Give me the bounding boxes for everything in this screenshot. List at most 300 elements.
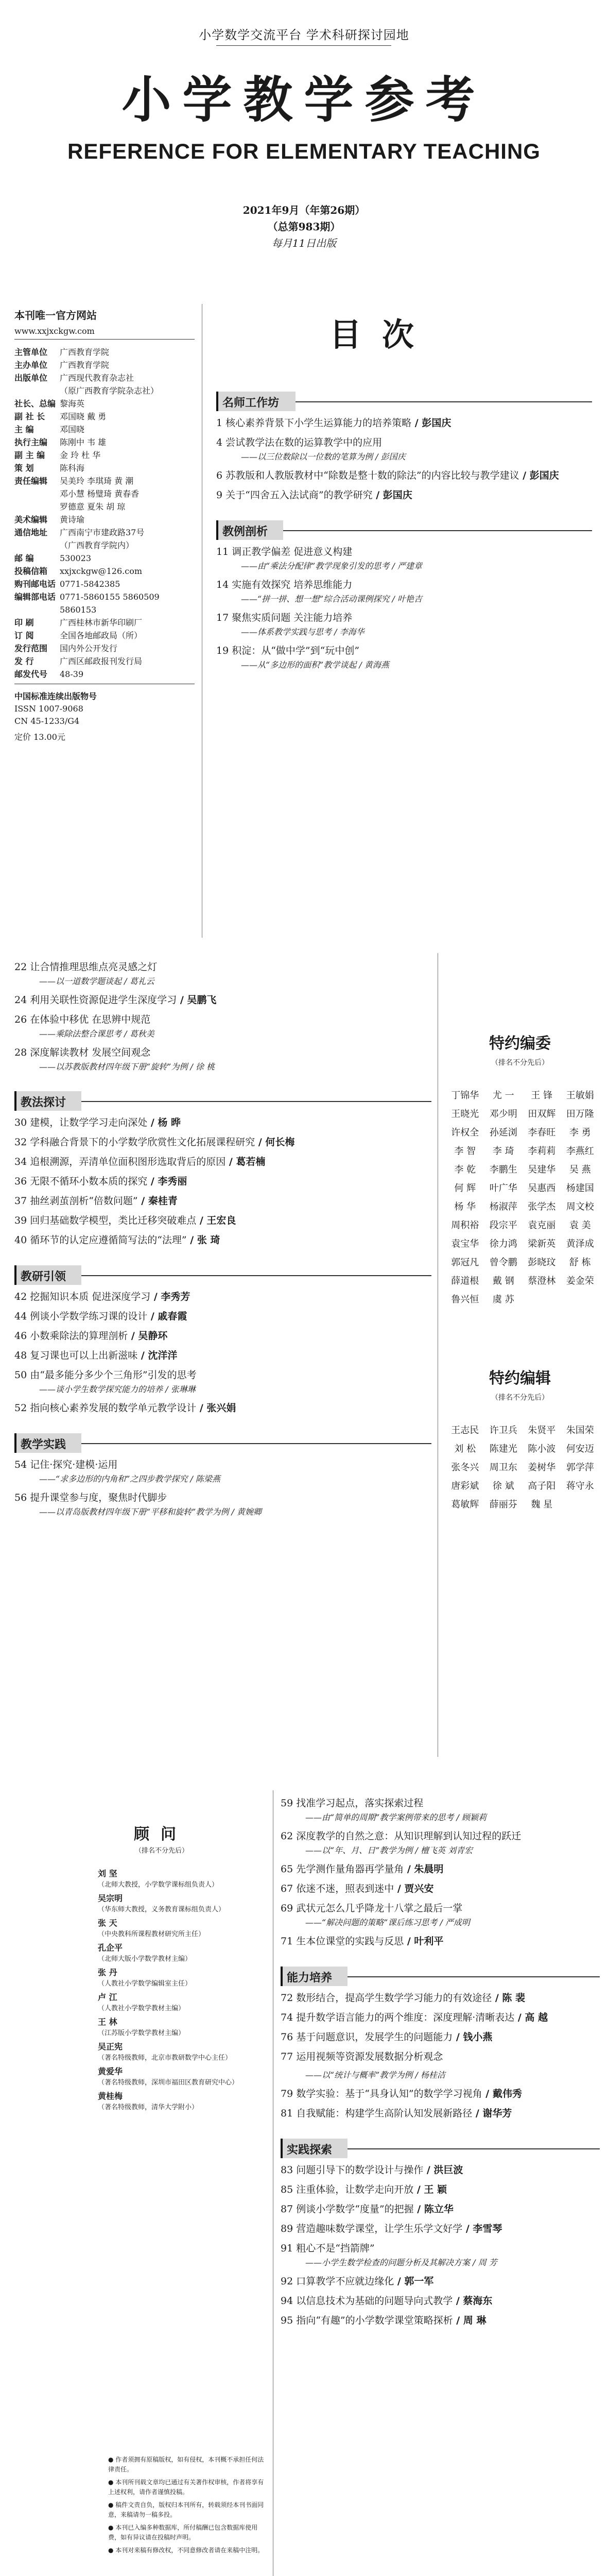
editor-name: 姜树华 (528, 1462, 556, 1473)
toc-entry-author: / 贾兴安 (394, 1883, 434, 1894)
editor-name: 葛敏辉 (451, 1499, 479, 1510)
toc-entry-author: / 陈立华 (413, 2204, 454, 2215)
toc-entry[interactable] (281, 1901, 600, 1929)
toc-entry-subtitle: ——以青岛版教材四年级下册“平移和旋转”教学为例 / 黄婉卿 (39, 1507, 262, 1517)
notice-item: ● 本刊对来稿有修改权，不同意修改者请在来稿中注明。 (108, 2546, 268, 2555)
editor-name: 段宗平 (489, 1220, 517, 1231)
toc-entry-author: / 张兴娟 (196, 1402, 236, 1414)
toc-entry-author: / 沈洋洋 (137, 1350, 178, 1361)
masthead-label: 购刊邮电话 (14, 579, 56, 589)
toc-page-number: 56 (14, 1492, 30, 1503)
editor-name: 田万隆 (566, 1109, 594, 1120)
masthead-label: 投稿信箱 (14, 566, 48, 576)
toc-entry[interactable] (281, 1828, 600, 1857)
toc-entry-subtitle: ——由“简单的周期”教学案例带来的思考 / 顾颖莉 (305, 1812, 487, 1822)
toc-page-number: 34 (14, 1156, 30, 1167)
editor-name: 蔡澄林 (528, 1276, 556, 1286)
toc-page-number: 42 (14, 1291, 30, 1302)
special-editors-grid (448, 1423, 597, 1511)
editors-title: 特约编委 (489, 1035, 551, 1052)
editor-name: 王晓光 (451, 1109, 479, 1120)
masthead-row (14, 423, 195, 436)
masthead-row (14, 526, 195, 539)
toc-entry-title: 数学实验：基于“具身认知”的数学学习视角 (296, 2088, 482, 2099)
editor-name: 王志民 (451, 1425, 479, 1436)
section-spacer (281, 2125, 600, 2139)
adviser-desc: （人教社小学数学教材主编） (98, 2005, 185, 2012)
masthead-row (14, 359, 195, 371)
masthead-row (14, 410, 195, 423)
toc-entry[interactable] (14, 1348, 431, 1363)
adviser-desc: （著名特级教师，深圳市福田区教育研究中心） (98, 2079, 239, 2087)
toc-page-number: 19 (216, 645, 232, 656)
toc-entry[interactable] (14, 1232, 431, 1248)
toc-page-number: 4 (216, 437, 226, 448)
masthead-value: 广西教育学院 (60, 347, 110, 357)
toc-entry-author: / 高 越 (514, 2012, 548, 2023)
toc-entry[interactable] (14, 1134, 431, 1150)
toc-entry[interactable] (14, 1115, 431, 1130)
editor-name: 杨 华 (454, 1201, 476, 1212)
editor-name: 周文校 (566, 1201, 594, 1212)
toc-entry[interactable] (216, 577, 592, 606)
adviser-name: 孔企平 (98, 1943, 123, 1953)
toc-entry[interactable] (281, 2029, 600, 2045)
editor-name: 黄泽成 (566, 1239, 594, 1249)
toc-entry-title: 调正教学偏差 促进意义构建 (232, 546, 353, 557)
toc-entry-title: 利用关联性资源促进学生深度学习 (30, 994, 177, 1006)
toc-entry-title: 实施有效探究 培养思维能力 (232, 579, 353, 590)
toc-page-number: 48 (14, 1350, 30, 1361)
editor-name: 魏 星 (531, 1499, 553, 1510)
toc-entry[interactable] (216, 544, 592, 573)
editor-name: 徐力鸿 (489, 1239, 517, 1249)
toc-page-number: 36 (14, 1176, 30, 1187)
toc-entry-author: / 杨 晔 (147, 1117, 181, 1128)
toc-entry-title: 关于“四舍五入法试商”的教学研究 (225, 489, 373, 501)
editors-note: （排名不分先后） (491, 1059, 549, 1067)
editor-name: 杨淑萍 (489, 1201, 517, 1212)
section-spacer (281, 1953, 600, 1967)
toc-entry-title: 深度教学的自然之意：从知识理解到认知过程的跃迁 (296, 1831, 522, 1842)
toc-entry-author: / 何长梅 (255, 1137, 295, 1148)
toc-page-number: 87 (281, 2204, 297, 2215)
adviser-desc: （江苏版小学数学教材主编） (98, 2029, 185, 2037)
toc-entry[interactable] (216, 468, 592, 483)
toc-entry[interactable] (216, 643, 592, 672)
toc-entry-subtitle: ——以苏教版教材四年级下册“旋转”为例 / 徐 桃 (39, 1062, 215, 1072)
editor-name: 田双辉 (528, 1109, 556, 1120)
toc-entry[interactable] (216, 435, 592, 464)
toc-page-number: 30 (14, 1117, 30, 1128)
notice-item: ● 稿件文责自负，版权归本刊所有，转载须经本刊书面同意，来稿请勿一稿多投。 (108, 2500, 268, 2520)
editor-name: 陈建光 (489, 1444, 517, 1454)
toc-entry-title: 粗心不是“挡箭牌” (296, 2243, 375, 2254)
editor-name: 蒋守永 (566, 1481, 594, 1492)
toc-page-number: 89 (281, 2223, 297, 2234)
toc-entry[interactable] (281, 2086, 600, 2102)
toc-page-number: 46 (14, 1330, 30, 1342)
toc-entry[interactable] (281, 2049, 600, 2064)
masthead-row (14, 578, 195, 590)
masthead-label: 邮发代号 (14, 669, 48, 679)
masthead-row (14, 500, 195, 513)
adviser-desc: （北师大教授，小学数学课标组负责人） (98, 1881, 219, 1889)
toc-entry[interactable] (281, 2241, 600, 2269)
toc-page-number: 44 (14, 1311, 30, 1322)
toc-page-number: 77 (281, 2051, 297, 2062)
toc-entry-author: / 朱晨明 (404, 1863, 444, 1875)
toc-entry-title: 找准学习起点，落实探索过程 (296, 1798, 424, 1809)
toc-entry[interactable] (281, 2106, 600, 2121)
section-title: 教法探讨 (21, 1096, 66, 1109)
editor-name: 许卫兵 (489, 1425, 517, 1436)
toc-entry-subtitle: ——乘除法整合课思考 / 葛秋美 (39, 1029, 154, 1039)
editor-name: 梁新英 (528, 1239, 556, 1249)
toc-entry-title: 数形结合，提高学生数学学习能力的有效途径 (296, 1992, 492, 2004)
editor-name: 朱国荣 (566, 1425, 594, 1436)
toc-page-number: 69 (281, 1903, 297, 1914)
toc-entry-author: / 彭国庆 (411, 417, 451, 429)
price: 定价 13.00元 (14, 732, 65, 742)
masthead-value: 国内外公开发行 (60, 643, 118, 653)
toc-entry-title: 指向核心素养发展的数学单元教学设计 (30, 1402, 197, 1414)
toc-entry-author: / 洪巨波 (423, 2164, 463, 2176)
toc-entry[interactable] (14, 959, 431, 988)
notice-list (108, 2455, 268, 2558)
toc-entry-author: / 李秀丽 (147, 1176, 187, 1187)
editors-header (443, 1030, 597, 1067)
masthead-value: 广西教育学院 (60, 360, 110, 370)
toc-page-number: 17 (216, 612, 232, 623)
editor-name: 高子阳 (528, 1481, 556, 1492)
adviser-name: 吴正宪 (98, 2042, 123, 2052)
editor-name: 薛道根 (451, 1276, 479, 1286)
toc-entry-author: / 葛若楠 (225, 1156, 266, 1167)
toc-entry-author: / 张 琦 (186, 1234, 220, 1246)
section-title: 能力培养 (287, 1971, 333, 1984)
masthead-label: 责任编辑 (14, 476, 48, 486)
adviser-desc: （中央教科所课程教材研究所主任） (98, 1930, 205, 1938)
editor-name: 何 辉 (454, 1183, 476, 1194)
toc-entry-author: / 李秀芳 (150, 1291, 190, 1302)
toc-entry-subtitle: ——以一道数学题谈起 / 葛礼云 (39, 976, 154, 986)
masthead-rule (14, 339, 195, 340)
toc-entry-subtitle: ——“求多边形的内角和”之四步教学探究 / 陈梁燕 (39, 1474, 220, 1484)
masthead-row (14, 384, 195, 397)
special-editors-header (443, 1365, 597, 1402)
masthead-label (14, 603, 60, 616)
publication-schedule: 每月11日出版 (271, 237, 337, 249)
toc-entry[interactable] (14, 1490, 431, 1519)
serial-title: 中国标准连续出版物号 (14, 691, 97, 701)
editor-name: 刘 松 (454, 1444, 476, 1454)
masthead-value: 陈刚中 韦 雄 (60, 437, 107, 447)
editor-name: 姜金荣 (566, 1276, 594, 1286)
page-contents-3 (0, 1790, 608, 2576)
toc-entry-subtitle: ——“解决问题的策略”课后练习思考 / 严成明 (305, 1918, 470, 1927)
editor-name: 曾令鹏 (489, 1257, 517, 1268)
toc-page-number: 67 (281, 1883, 297, 1894)
section-spacer (216, 676, 592, 689)
masthead-label: 邮 编 (14, 553, 34, 563)
special-editors-title: 特约编辑 (489, 1370, 551, 1387)
toc-entry[interactable] (14, 1289, 431, 1304)
toc-page-number: 50 (14, 1369, 30, 1381)
toc-page-number: 24 (14, 994, 30, 1006)
toc-entry[interactable] (281, 2182, 600, 2197)
website-title: 本刊唯一官方网站 (14, 309, 97, 321)
toc-entry-title: 问题引导下的数学设计与操作 (296, 2164, 424, 2176)
toc-entry[interactable] (14, 1154, 431, 1170)
adviser-desc: （著名特级教师，清华大学附小） (98, 2104, 199, 2111)
toc-entry-author: / 彭国庆 (519, 470, 559, 481)
toc-entry[interactable] (14, 1045, 431, 1074)
section-spacer (14, 1078, 431, 1091)
toc-page-number: 71 (281, 1936, 297, 1947)
masthead-value: （广西教育学院内） (60, 540, 134, 550)
section-rule (296, 401, 592, 402)
masthead-row (14, 668, 195, 681)
masthead-rows (14, 346, 195, 681)
masthead-value: 0771-5842385 (60, 579, 120, 589)
toc-page3 (281, 1795, 600, 2346)
section-spacer (216, 507, 592, 520)
adviser-name: 刘 坚 (98, 1869, 117, 1878)
toc-entry[interactable] (14, 1457, 431, 1486)
masthead-value: 全国各地邮政局（所） (60, 631, 143, 640)
masthead-label: 执行主编 (14, 437, 48, 447)
toc-page-number: 28 (14, 1047, 30, 1058)
cn-number: CN 45-1233/G4 (14, 716, 80, 726)
editor-name: 张学杰 (528, 1201, 556, 1212)
section-title: 教学实践 (21, 1438, 66, 1451)
toc-page-number: 85 (281, 2184, 297, 2195)
toc-entry-title: 注重体验，让数学走向开放 (296, 2184, 414, 2195)
section-rule (348, 2148, 600, 2149)
section-header (14, 1265, 431, 1285)
masthead-label: 订 阅 (14, 631, 34, 640)
masthead-label: 副 社 长 (14, 412, 45, 421)
toc-entry-title: 记住·探究·建模·运用 (30, 1459, 118, 1470)
masthead-value: xxjxckgw@126.com (60, 566, 143, 576)
editor-name: 虞 苏 (492, 1294, 514, 1305)
toc-page-number: 32 (14, 1137, 30, 1148)
toc-entry[interactable] (281, 1934, 600, 1949)
toc-entry[interactable] (281, 2010, 600, 2025)
toc-entry-author: / 叶利平 (404, 1936, 444, 1947)
toc-entry-title: 追根溯源，弄清单位面积图形选取背后的原因 (30, 1156, 226, 1167)
masthead-row (14, 642, 195, 655)
toc-entry-author: / 钱小燕 (453, 2031, 493, 2043)
editor-name: 周积裕 (451, 1220, 479, 1231)
editor-name: 薛丽芬 (489, 1499, 517, 1510)
masthead-value: 广西南宁市建政路37号 (60, 528, 145, 537)
adviser-name: 张 天 (98, 1918, 117, 1928)
masthead-value: 陈科海 (60, 463, 85, 473)
toc-entry-title: 积淀：从“做中学”到“玩中创” (232, 645, 360, 656)
toc-entry-author: / 谢华芳 (472, 2108, 512, 2119)
toc-entry-title: 基于问题意识，发展学生的问题能力 (296, 2031, 453, 2043)
toc-entry[interactable] (216, 487, 592, 503)
editor-name: 舒 栋 (569, 1257, 591, 1268)
tagline-rule (216, 45, 391, 46)
editor-name: 周卫东 (489, 1462, 517, 1473)
toc-entry[interactable] (14, 1400, 431, 1416)
notice-item: ● 作者须拥有原稿版权，如有侵权，本刊概不承担任何法律责任。 (108, 2455, 268, 2475)
page-cover-contents (0, 0, 608, 953)
section-header (281, 2139, 600, 2158)
toc-entry[interactable] (281, 2162, 600, 2178)
toc-entry-title: 深度解读教材 发展空间观念 (30, 1047, 151, 1058)
editor-name: 尤 一 (492, 1090, 514, 1101)
toc-entry-author: / 戴伟秀 (482, 2088, 522, 2099)
toc-page-number: 79 (281, 2088, 297, 2099)
toc-entry-author: / 陈 裴 (492, 1992, 526, 2004)
toc-entry[interactable] (14, 1309, 431, 1324)
section-spacer (281, 2332, 600, 2346)
adviser-name: 黄爱华 (98, 2066, 123, 2076)
masthead-value: 金 玲 杜 华 (60, 450, 101, 460)
editor-name: 戴 钢 (492, 1276, 514, 1286)
adviser-name: 吴宗明 (98, 1893, 123, 1903)
special-editors-note: （排名不分先后） (491, 1394, 549, 1402)
section-header (14, 1433, 431, 1453)
editor-name: 叶广华 (489, 1183, 517, 1194)
toc-entry-title: 小数乘除法的算理剖析 (30, 1330, 128, 1342)
editor-name: 李燕红 (566, 1146, 594, 1157)
toc-entry-title: 例谈小学数学练习课的设计 (30, 1311, 148, 1322)
toc-entry[interactable] (281, 1990, 600, 2006)
toc-entry-title: 指向“有趣”的小学数学课堂策略探析 (296, 2315, 453, 2326)
masthead-value: （原广西教育学院杂志社） (60, 386, 159, 396)
toc-entry-title: 建模，让数学学习走向深处 (30, 1117, 148, 1128)
toc-entry[interactable] (281, 2201, 600, 2217)
toc-entry[interactable] (281, 2069, 600, 2082)
toc-page-number: 1 (216, 417, 226, 429)
toc-entry-author: / 吴静环 (128, 1330, 168, 1342)
toc-page-number: 74 (281, 2012, 297, 2023)
editor-name: 王敏娟 (566, 1090, 594, 1101)
toc-entry[interactable] (14, 1193, 431, 1209)
editor-name: 张冬兴 (451, 1462, 479, 1473)
masthead-value: 48-39 (60, 669, 84, 679)
masthead-row (14, 629, 195, 642)
advisers-title: 顾问 (134, 1825, 187, 1843)
masthead-row (14, 436, 195, 449)
masthead-label: 编辑部电话 (14, 592, 56, 602)
toc-entry[interactable] (14, 1213, 431, 1228)
toc-entry-subtitle: ——从“多边形的面积”教学谈起 / 黄海燕 (241, 660, 389, 670)
section-header (216, 392, 592, 411)
toc-entry-title: 学科融合背景下的小学数学欣赏性文化拓展课程研究 (30, 1137, 255, 1148)
toc-page-number: 54 (14, 1459, 30, 1470)
toc-entry-title: 运用视频等资源发展数据分析观念 (296, 2051, 443, 2062)
section-header (216, 520, 592, 540)
contents-title: 目次 (329, 316, 435, 353)
masthead-label: 社长、总编 (14, 399, 56, 409)
toc-entry-title: 无限不循环小数本质的探究 (30, 1176, 148, 1187)
toc-entry[interactable] (14, 1012, 431, 1041)
toc-entry[interactable] (281, 1795, 600, 1824)
editor-name: 李春旺 (528, 1127, 556, 1138)
advisers-note: （排名不分先后） (135, 1847, 189, 1855)
toc-entry-author: / 吴鹏飞 (177, 994, 217, 1006)
toc-page-number: 39 (14, 1215, 30, 1226)
toc-page-number: 26 (14, 1014, 30, 1025)
issn: ISSN 1007-9068 (14, 704, 83, 714)
editor-name: 李 智 (454, 1146, 476, 1157)
editor-name: 彭晓玟 (528, 1257, 556, 1268)
toc-entry[interactable] (14, 992, 431, 1008)
toc-entry[interactable] (281, 1861, 600, 1877)
masthead-row (14, 462, 195, 474)
toc-page-number: 52 (14, 1402, 30, 1414)
website-url[interactable]: www.xxjxckgw.com (14, 326, 95, 336)
masthead-label: 主管单位 (14, 347, 48, 357)
masthead-label (14, 539, 60, 552)
editor-name: 杨建国 (566, 1183, 594, 1194)
toc-page-number: 65 (281, 1863, 297, 1875)
toc-entry-subtitle: ——谈小学生数学探究能力的培养 / 张琳琳 (39, 1384, 196, 1394)
editor-name: 李 琦 (492, 1146, 514, 1157)
section-spacer (14, 1523, 431, 1536)
masthead (14, 307, 195, 743)
editor-name: 袁 美 (569, 1220, 591, 1231)
toc-entry[interactable] (281, 2293, 600, 2309)
toc-entry[interactable] (216, 610, 592, 639)
toc-page-number: 95 (281, 2315, 297, 2326)
masthead-label: 出版单位 (14, 373, 48, 383)
adviser-desc: （人教社小学数学编辑室主任） (98, 1980, 192, 1988)
toc-entry-subtitle: ——以三位数除以一位数的笔算为例 / 彭国庆 (241, 452, 406, 462)
tagline: 小学数学交流平台 学术科研探讨园地 (199, 28, 409, 42)
toc-entry[interactable] (281, 1881, 600, 1896)
toc-entry[interactable] (281, 2221, 600, 2236)
editor-name: 丁锦华 (451, 1090, 479, 1101)
masthead-label (14, 500, 60, 513)
toc-entry[interactable] (281, 2274, 600, 2289)
masthead-value: 0771-5860155 5860509 (60, 592, 160, 602)
masthead-label (14, 487, 60, 500)
masthead-row (14, 474, 195, 487)
toc-entry[interactable] (14, 1174, 431, 1189)
notice-item: ● 本刊已入编多种数据库，所付稿酬已包含数据库使用费，如有异议请在投稿时声明。 (108, 2523, 268, 2543)
masthead-row (14, 590, 195, 603)
toc-entry[interactable] (281, 2313, 600, 2328)
editor-name: 邓少明 (489, 1109, 517, 1120)
masthead-label: 通信地址 (14, 528, 48, 537)
adviser-desc: （北师大版小学数学教材主编） (98, 1955, 192, 1963)
editor-name: 徐 斌 (492, 1481, 514, 1492)
masthead-value: 广西区邮政报刊发行局 (60, 656, 143, 666)
section-title: 名师工作坊 (222, 396, 280, 409)
toc-page1 (216, 392, 592, 689)
toc-entry-title: 回归基础数学模型，类比迁移突破难点 (30, 1215, 197, 1226)
editor-name: 郭学萍 (566, 1462, 594, 1473)
masthead-row (14, 655, 195, 668)
toc-page-number: 92 (281, 2276, 297, 2287)
toc-entry-title: 例谈小学数学“度量”的把握 (296, 2204, 414, 2215)
toc-entry[interactable] (14, 1328, 431, 1344)
editor-name: 鲁兴恒 (451, 1294, 479, 1305)
masthead-label (14, 384, 60, 397)
toc-entry[interactable] (216, 415, 592, 431)
toc-entry-title: 核心素养背景下小学生运算能力的培养策略 (225, 417, 412, 429)
section-title: 教研引领 (21, 1270, 66, 1283)
toc-entry-title: 口算教学不应就边缘化 (296, 2276, 394, 2287)
toc-entry[interactable] (14, 1367, 431, 1396)
